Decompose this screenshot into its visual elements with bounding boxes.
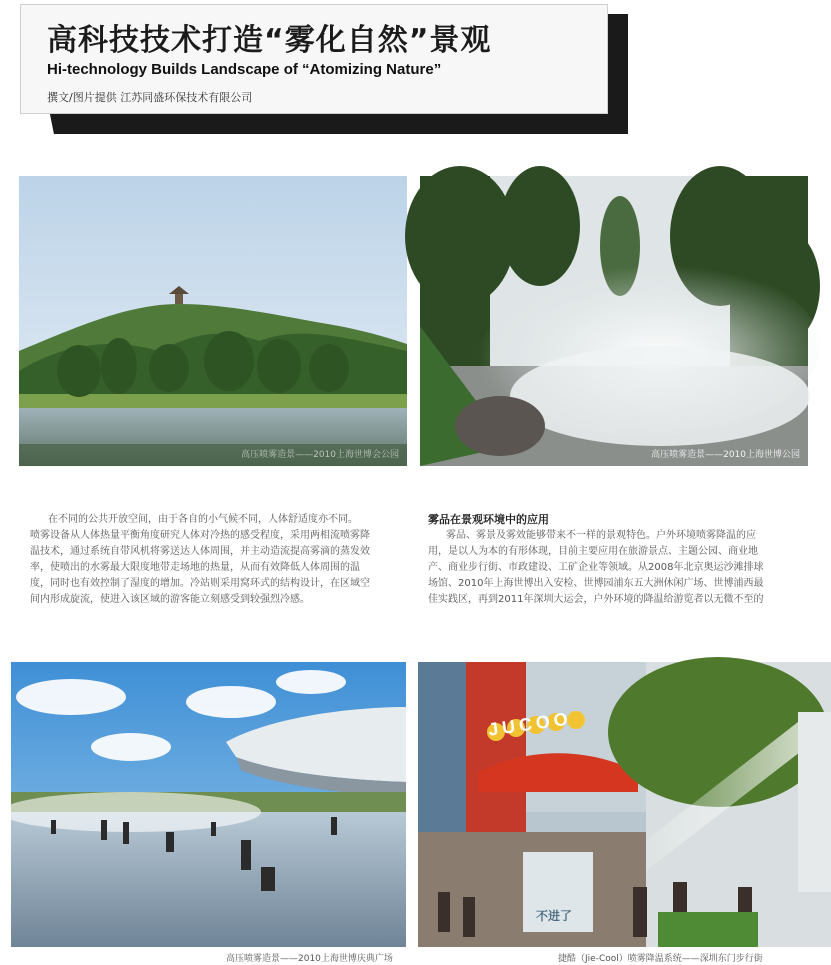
left-line-3: 温技术，通过系统自带风机将雾送达人体周围，并主动造流提高雾滴的蒸发效 xyxy=(30,546,370,557)
article-title: 高科技技术打造“雾化自然”景观 xyxy=(47,23,492,58)
left-line-6: 间内形成旋流，使进入该区域的游客能立刻感受到较强烈冷感。 xyxy=(30,594,310,605)
photo-lake-caption: 高压喷雾造景——2010上海世博会公园 xyxy=(241,450,399,460)
photo-lake-hill xyxy=(19,176,407,466)
right-line-2: 用，是以人为本的有形体现，目前主要应用在旅游景点、主题公园、商业地 xyxy=(428,546,758,557)
photo-street-mist xyxy=(418,662,831,964)
left-line-1: 在不同的公共开放空间，由于各自的小气候不同，人体舒适度亦不同。 xyxy=(48,514,358,525)
article-credit: 撰文/图片提供 江苏同盛环保技术有限公司 xyxy=(47,91,253,104)
photo-expo-plaza xyxy=(11,662,406,964)
left-line-5: 度，同时也有效控制了湿度的增加。冷站则采用窝环式的结构设计，在区域空 xyxy=(30,578,370,589)
street-store-sign: JUCOO xyxy=(486,708,573,740)
body-text-left xyxy=(30,512,405,608)
left-line-4: 率，使喷出的水雾最大限度地带走场地的热量，从而有效降低人体周围的温 xyxy=(30,562,360,573)
right-line-3: 产、商业步行街、市政建设、工矿企业等领域。从2008年北京奥运沙滩排球 xyxy=(428,562,764,573)
right-line-4: 场馆、2010年上海世博出入安检、世博园浦东五大洲休闲广场、世博浦西最 xyxy=(428,578,764,589)
photo-plaza-caption: 高压喷雾造景——2010上海世博庆典广场 xyxy=(226,954,393,964)
right-line-1: 雾品、雾景及雾效能够带来不一样的景观特色。户外环境喷雾降温的应 xyxy=(446,530,756,541)
left-line-2: 喷雾设备从人体热量平衡角度研究人体对冷热的感受程度，采用两相流喷雾降 xyxy=(30,530,370,541)
kiosk-sign: 不进了 xyxy=(536,909,573,923)
right-line-5: 佳实践区，再到2011年深圳大运会，户外环境的降温给游览者以无微不至的 xyxy=(428,594,764,605)
photo-forest-caption: 高压喷雾造景——2010上海世博公园 xyxy=(651,450,800,460)
article-subtitle: Hi-technology Builds Landscape of “Atomizing Nature” xyxy=(47,61,442,78)
header-banner xyxy=(20,4,608,114)
section-heading: 雾品在景观环境中的应用 xyxy=(428,513,549,526)
photo-street-caption: 捷酷（Jie-Cool）喷雾降温系统——深圳东门步行街 xyxy=(558,954,763,964)
photo-forest-mist xyxy=(420,176,808,466)
body-text-right xyxy=(428,512,813,608)
